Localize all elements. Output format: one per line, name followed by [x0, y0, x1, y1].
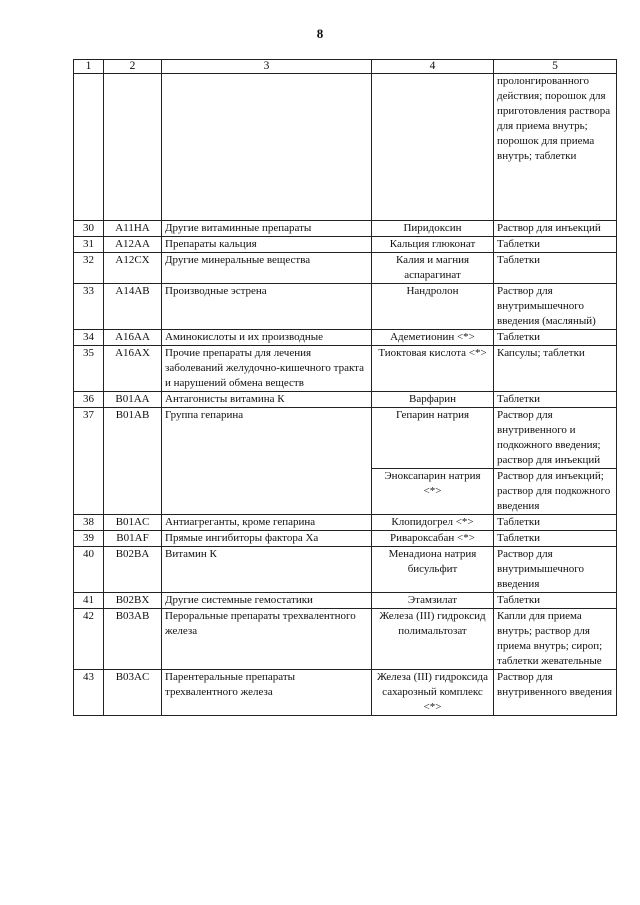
- drug-name: Пиридоксин: [372, 221, 494, 237]
- group-name: Прочие препараты для лечения заболеваний желудочно-кишечного тракта и нарушений обмена веществ: [162, 346, 372, 392]
- dosage-form: Таблетки: [494, 237, 617, 253]
- table-row: [74, 515, 617, 531]
- table-row: [74, 237, 617, 253]
- drug-name: Нандролон: [372, 284, 494, 330]
- row-number: 43: [74, 670, 104, 716]
- group-name: Производные эстрена: [162, 284, 372, 330]
- dosage-form: Таблетки: [494, 531, 617, 547]
- drug-name: Калия и магния аспарагинат: [372, 253, 494, 284]
- row-number: [74, 74, 104, 221]
- group-name: Антагонисты витамина К: [162, 392, 372, 408]
- drug-name: Кальция глюконат: [372, 237, 494, 253]
- drug-name: Клопидогрел <*>: [372, 515, 494, 531]
- table-row: [74, 253, 617, 284]
- dosage-form: Раствор для внутримышечного введения (масляный): [494, 284, 617, 330]
- drug-name: Адеметионин <*>: [372, 330, 494, 346]
- row-number: 31: [74, 237, 104, 253]
- atc-code: B01AC: [104, 515, 162, 531]
- dosage-form: Капсулы; таблетки: [494, 346, 617, 392]
- table-row: [74, 330, 617, 346]
- drug-list-table: [73, 59, 617, 716]
- page-number: 8: [316, 26, 324, 41]
- table-row: [74, 531, 617, 547]
- group-name: Прямые ингибиторы фактора Xa: [162, 531, 372, 547]
- row-number: 36: [74, 392, 104, 408]
- drug-name: [372, 74, 494, 221]
- atc-code: A14AB: [104, 284, 162, 330]
- dosage-form: Таблетки: [494, 515, 617, 531]
- column-header: 2: [104, 60, 162, 74]
- row-number: 40: [74, 547, 104, 593]
- column-header: 3: [162, 60, 372, 74]
- dosage-form: Раствор для внутривенного введения: [494, 670, 617, 716]
- drug-name: Варфарин: [372, 392, 494, 408]
- row-number: 33: [74, 284, 104, 330]
- drug-name: Этамзилат: [372, 593, 494, 609]
- atc-code: B02BX: [104, 593, 162, 609]
- table-row: [74, 74, 617, 221]
- group-name: Антиагреганты, кроме гепарина: [162, 515, 372, 531]
- drug-name: Тиоктовая кислота <*>: [372, 346, 494, 392]
- row-number: 37: [74, 408, 104, 515]
- dosage-form: Таблетки: [494, 253, 617, 284]
- group-name: [162, 74, 372, 221]
- row-number: 32: [74, 253, 104, 284]
- group-name: Другие системные гемостатики: [162, 593, 372, 609]
- dosage-form: Капли для приема внутрь; раствор для приема внутрь; сироп; таблетки жевательные: [494, 609, 617, 670]
- atc-code: B02BA: [104, 547, 162, 593]
- row-number: 34: [74, 330, 104, 346]
- dosage-form: Раствор для внутривенного и подкожного введения; раствор для инъекций: [494, 408, 617, 469]
- atc-code: A16AX: [104, 346, 162, 392]
- table-row: [74, 547, 617, 593]
- row-number: 35: [74, 346, 104, 392]
- atc-code: B01AF: [104, 531, 162, 547]
- drug-name: Железа (III) гидроксид полимальтозат: [372, 609, 494, 670]
- group-name: Группа гепарина: [162, 408, 372, 515]
- header-row: [74, 60, 617, 74]
- table-row: [74, 609, 617, 670]
- table-row: [74, 392, 617, 408]
- table-row: [74, 221, 617, 237]
- dosage-form: пролонгированного действия; порошок для приготовления раствора для приема внутрь; порошок для приема внутрь; таблетки: [494, 74, 617, 221]
- atc-code: B03AC: [104, 670, 162, 716]
- atc-code: A11HA: [104, 221, 162, 237]
- dosage-form: Раствор для инъекций: [494, 221, 617, 237]
- row-number: 42: [74, 609, 104, 670]
- group-name: Другие минеральные вещества: [162, 253, 372, 284]
- atc-code: B01AB: [104, 408, 162, 515]
- table-row: [74, 408, 617, 469]
- column-header: 5: [494, 60, 617, 74]
- atc-code: [104, 74, 162, 221]
- group-name: Парентеральные препараты трехвалентного железа: [162, 670, 372, 716]
- dosage-form: Таблетки: [494, 330, 617, 346]
- atc-code: A12CX: [104, 253, 162, 284]
- group-name: Другие витаминные препараты: [162, 221, 372, 237]
- atc-code: A16AA: [104, 330, 162, 346]
- atc-code: B03AB: [104, 609, 162, 670]
- drug-name: Эноксапарин натрия <*>: [372, 469, 494, 515]
- dosage-form: Таблетки: [494, 593, 617, 609]
- group-name: Аминокислоты и их производные: [162, 330, 372, 346]
- atc-code: A12AA: [104, 237, 162, 253]
- table-row: [74, 346, 617, 392]
- drug-name: Менадиона натрия бисульфит: [372, 547, 494, 593]
- column-header: 1: [74, 60, 104, 74]
- dosage-form: Таблетки: [494, 392, 617, 408]
- row-number: 30: [74, 221, 104, 237]
- group-name: Препараты кальция: [162, 237, 372, 253]
- group-name: Витамин К: [162, 547, 372, 593]
- atc-code: B01AA: [104, 392, 162, 408]
- table-row: [74, 284, 617, 330]
- column-header: 4: [372, 60, 494, 74]
- row-number: 39: [74, 531, 104, 547]
- drug-name: Ривароксабан <*>: [372, 531, 494, 547]
- group-name: Пероральные препараты трехвалентного железа: [162, 609, 372, 670]
- drug-name: Гепарин натрия: [372, 408, 494, 469]
- row-number: 38: [74, 515, 104, 531]
- table-row: [74, 670, 617, 716]
- row-number: 41: [74, 593, 104, 609]
- table-row: [74, 593, 617, 609]
- drug-name: Железа (III) гидроксида сахарозный комплекс <*>: [372, 670, 494, 716]
- dosage-form: Раствор для инъекций; раствор для подкожного введения: [494, 469, 617, 515]
- dosage-form: Раствор для внутримышечного введения: [494, 547, 617, 593]
